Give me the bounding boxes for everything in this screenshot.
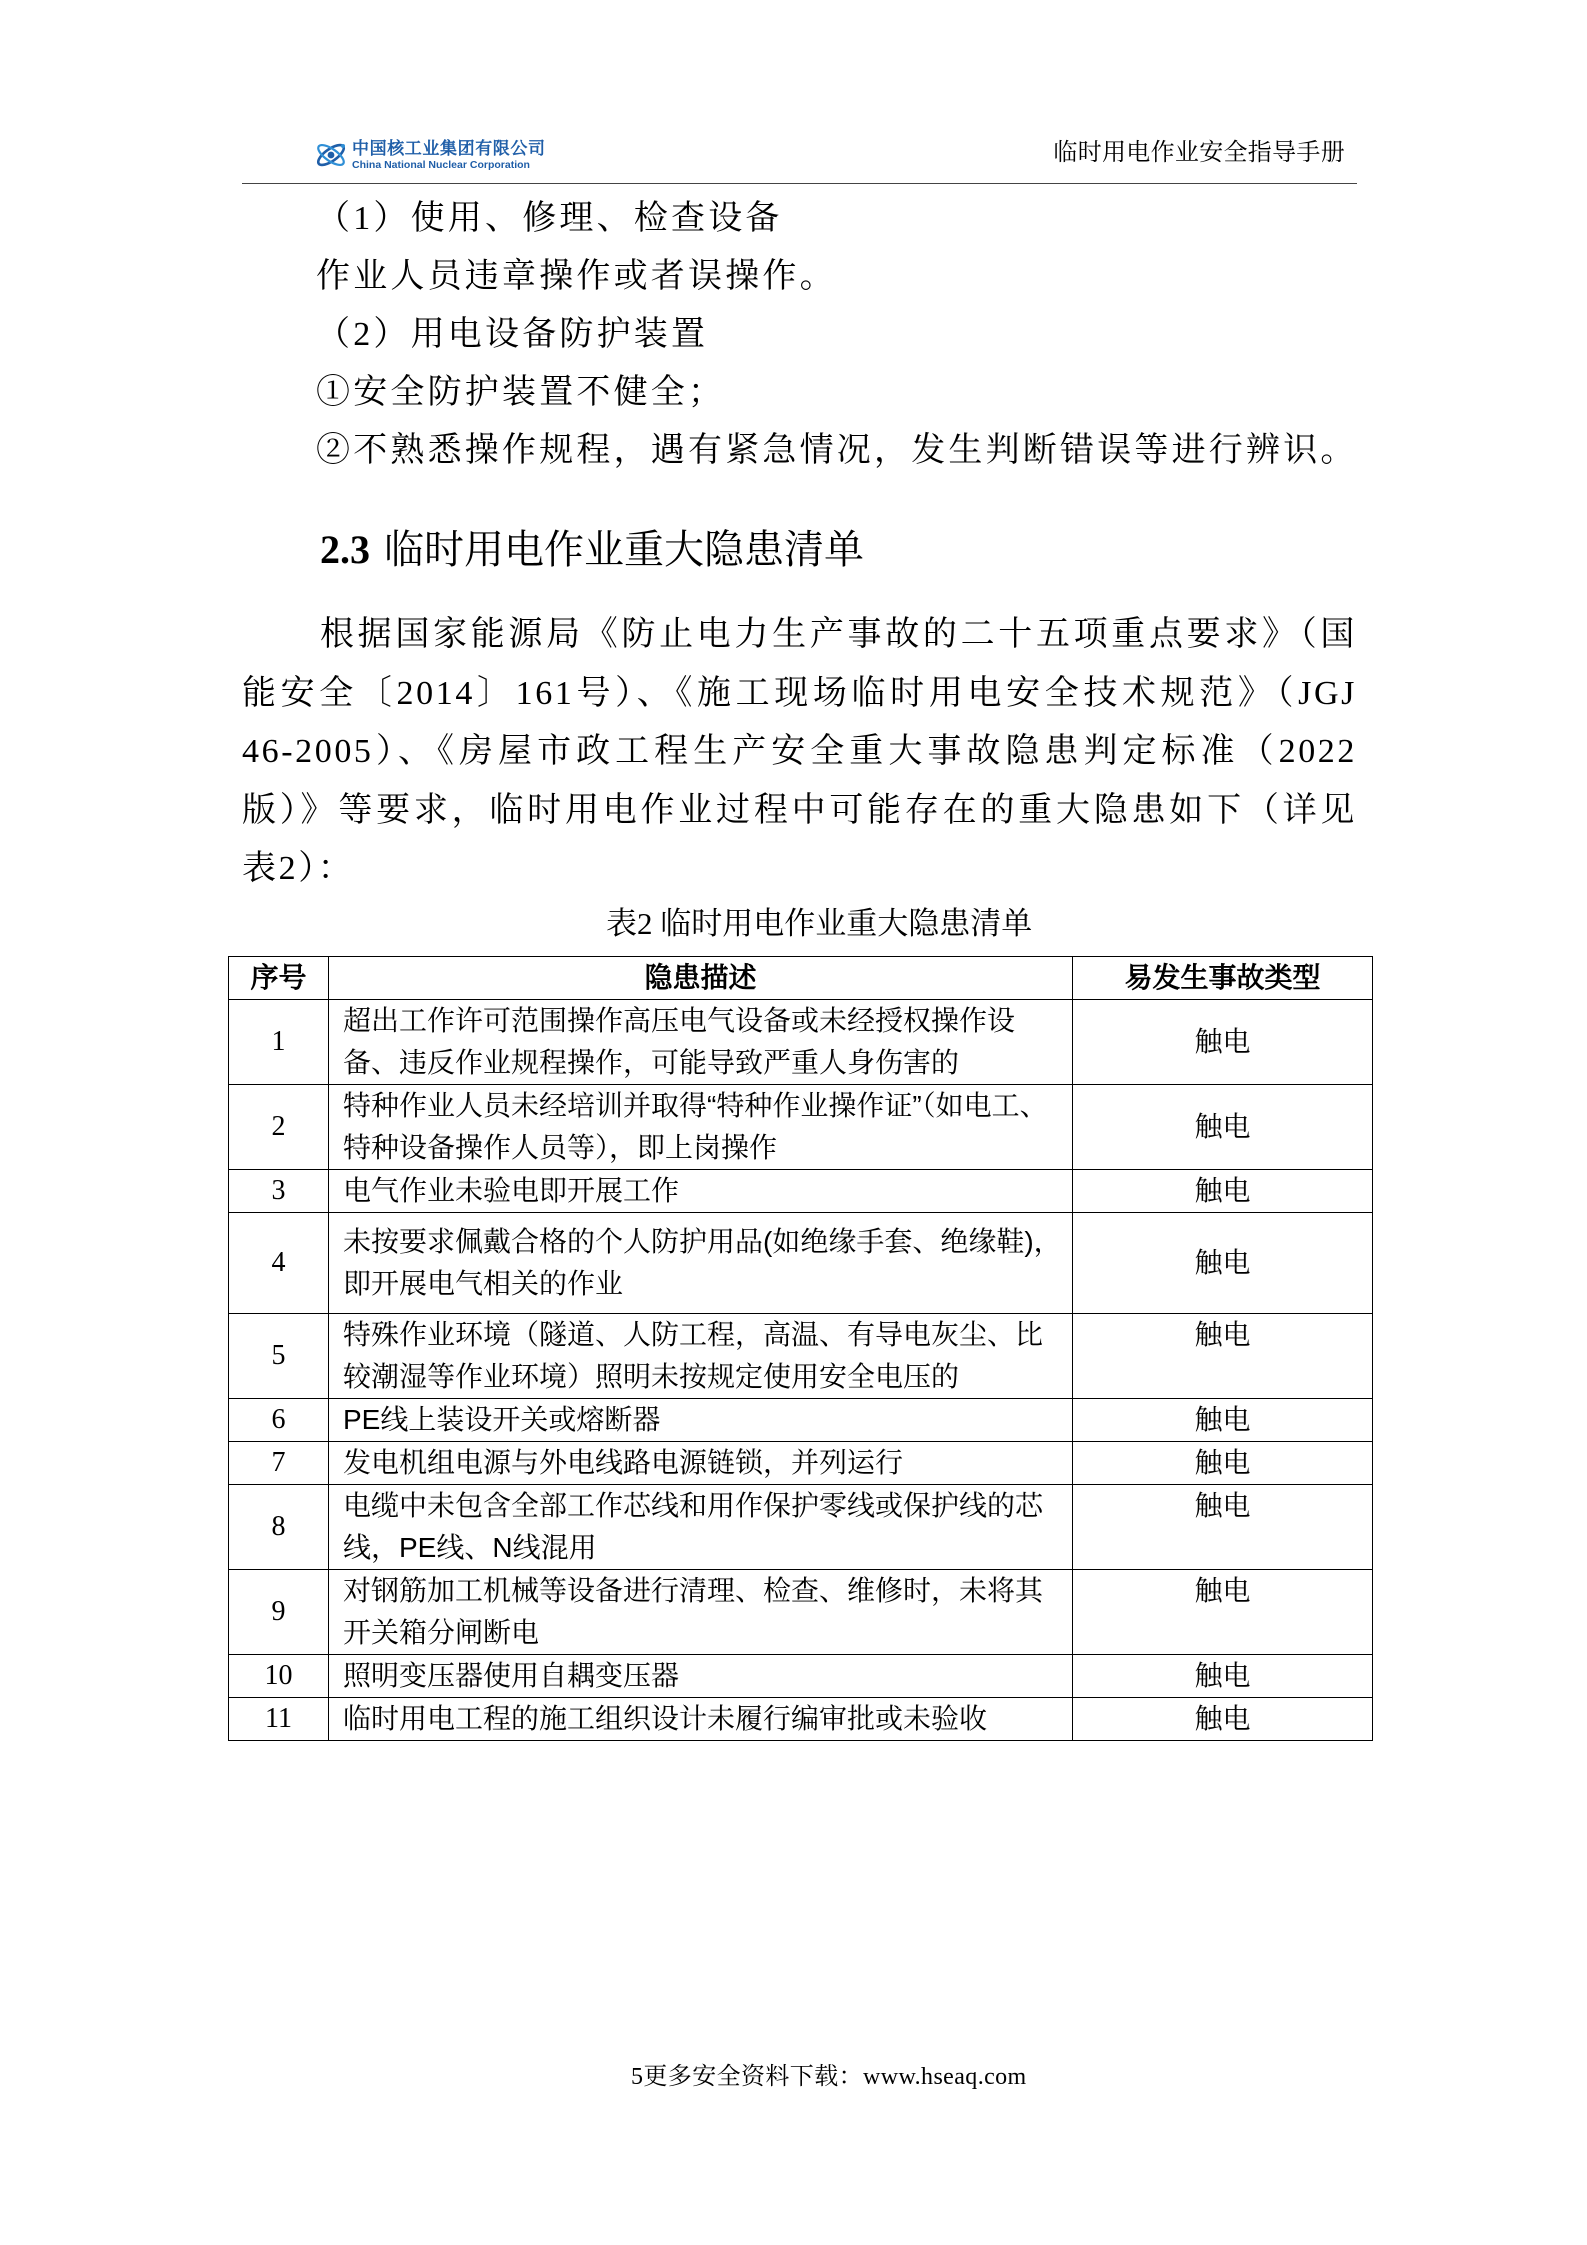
row-accident-type: 触电 <box>1073 1170 1373 1213</box>
table-row <box>229 1485 1373 1570</box>
table-row <box>229 1655 1373 1698</box>
section-title: 临时用电作业重大隐患清单 <box>384 527 864 572</box>
atom-logo-icon <box>313 138 349 172</box>
table-row <box>229 1000 1373 1085</box>
row-accident-type: 触电 <box>1073 1085 1373 1170</box>
row-number: 2 <box>229 1085 329 1170</box>
row-description: 未按要求佩戴合格的个人防护用品(如绝缘手套、绝缘鞋)，即开展电气相关的作业 <box>329 1213 1073 1314</box>
row-description: PE线上装设开关或熔断器 <box>329 1399 1073 1442</box>
row-number: 3 <box>229 1170 329 1213</box>
row-accident-type: 触电 <box>1073 1485 1373 1570</box>
row-number: 4 <box>229 1213 329 1314</box>
list-item: （2）用电设备防护装置 <box>316 316 709 353</box>
company-logo <box>313 136 546 174</box>
row-description: 照明变压器使用自耦变压器 <box>329 1655 1073 1698</box>
list-item: ②不熟悉操作规程，遇有紧急情况，发生判断错误等进行辨识。 <box>316 432 1358 469</box>
row-accident-type: 触电 <box>1073 1698 1373 1741</box>
header-divider <box>242 183 1357 184</box>
row-accident-type: 触电 <box>1073 1570 1373 1655</box>
table-row <box>229 1314 1373 1399</box>
row-description: 特殊作业环境（隧道、人防工程，高温、有导电灰尘、比较潮湿等作业环境）照明未按规定使用安全电压的 <box>329 1314 1073 1399</box>
row-number: 11 <box>229 1698 329 1741</box>
row-description: 电缆中未包含全部工作芯线和用作保护零线或保护线的芯线，PE线、N线混用 <box>329 1485 1073 1570</box>
row-accident-type: 触电 <box>1073 1442 1373 1485</box>
cause-list <box>316 190 1366 480</box>
table-row <box>229 1698 1373 1741</box>
section-number: 2.3 <box>320 527 370 572</box>
page-number: 5 <box>631 2064 644 2090</box>
row-accident-type: 触电 <box>1073 1314 1373 1399</box>
intro-paragraph: 根据国家能源局《防止电力生产事故的二十五项重点要求》（国能安全〔2014〕161号）、《施工现场临时用电安全技术规范》（JGJ 46-2005）、《房屋市政工程生产安全重大事故隐患判定标准（2022版）》等要求，临时用电作业过程中可能存在的重大隐患如下（详见表2）： <box>242 616 1357 887</box>
header-description: 隐患描述 <box>329 957 1073 1000</box>
logo-name-cn: 中国核工业集团有限公司 <box>352 139 546 158</box>
row-description: 对钢筋加工机械等设备进行清理、检查、维修时，未将其开关箱分闸断电 <box>329 1570 1073 1655</box>
table-row <box>229 1570 1373 1655</box>
section-heading <box>320 526 864 574</box>
table-caption: 表2 临时用电作业重大隐患清单 <box>606 906 1033 941</box>
row-accident-type: 触电 <box>1073 1399 1373 1442</box>
row-accident-type: 触电 <box>1073 1000 1373 1085</box>
row-description: 特种作业人员未经培训并取得“特种作业操作证”（如电工、特种设备操作人员等），即上岗操作 <box>329 1085 1073 1170</box>
table-row <box>229 1213 1373 1314</box>
list-item: ①安全防护装置不健全； <box>316 374 726 411</box>
row-description: 超出工作许可范围操作高压电气设备或未经授权操作设备、违反作业规程操作，可能导致严重人身伤害的 <box>329 1000 1073 1085</box>
table-row <box>229 1399 1373 1442</box>
table-header-row <box>229 957 1373 1000</box>
logo-text <box>352 139 546 171</box>
table-row <box>229 1085 1373 1170</box>
hazard-table <box>228 956 1373 1741</box>
header-number: 序号 <box>229 957 329 1000</box>
row-accident-type: 触电 <box>1073 1213 1373 1314</box>
row-description: 临时用电工程的施工组织设计未履行编审批或未验收 <box>329 1698 1073 1741</box>
row-description: 发电机组电源与外电线路电源链锁，并列运行 <box>329 1442 1073 1485</box>
row-number: 5 <box>229 1314 329 1399</box>
row-number: 7 <box>229 1442 329 1485</box>
logo-name-en: China National Nuclear Corporation <box>352 159 530 171</box>
row-description: 电气作业未验电即开展工作 <box>329 1170 1073 1213</box>
header-accident-type: 易发生事故类型 <box>1073 957 1373 1000</box>
row-accident-type: 触电 <box>1073 1655 1373 1698</box>
document-title: 临时用电作业安全指导手册 <box>1053 139 1345 166</box>
list-item: 作业人员违章操作或者误操作。 <box>316 258 837 295</box>
row-number: 8 <box>229 1485 329 1570</box>
row-number: 6 <box>229 1399 329 1442</box>
table-row <box>229 1442 1373 1485</box>
row-number: 10 <box>229 1655 329 1698</box>
table-row <box>229 1170 1373 1213</box>
row-number: 1 <box>229 1000 329 1085</box>
list-item: （1）使用、修理、检查设备 <box>316 200 783 237</box>
row-number: 9 <box>229 1570 329 1655</box>
footer-download-text: 更多安全资料下载：www.hseaq.com <box>643 2064 1027 2090</box>
page-footer <box>631 2062 1027 2092</box>
